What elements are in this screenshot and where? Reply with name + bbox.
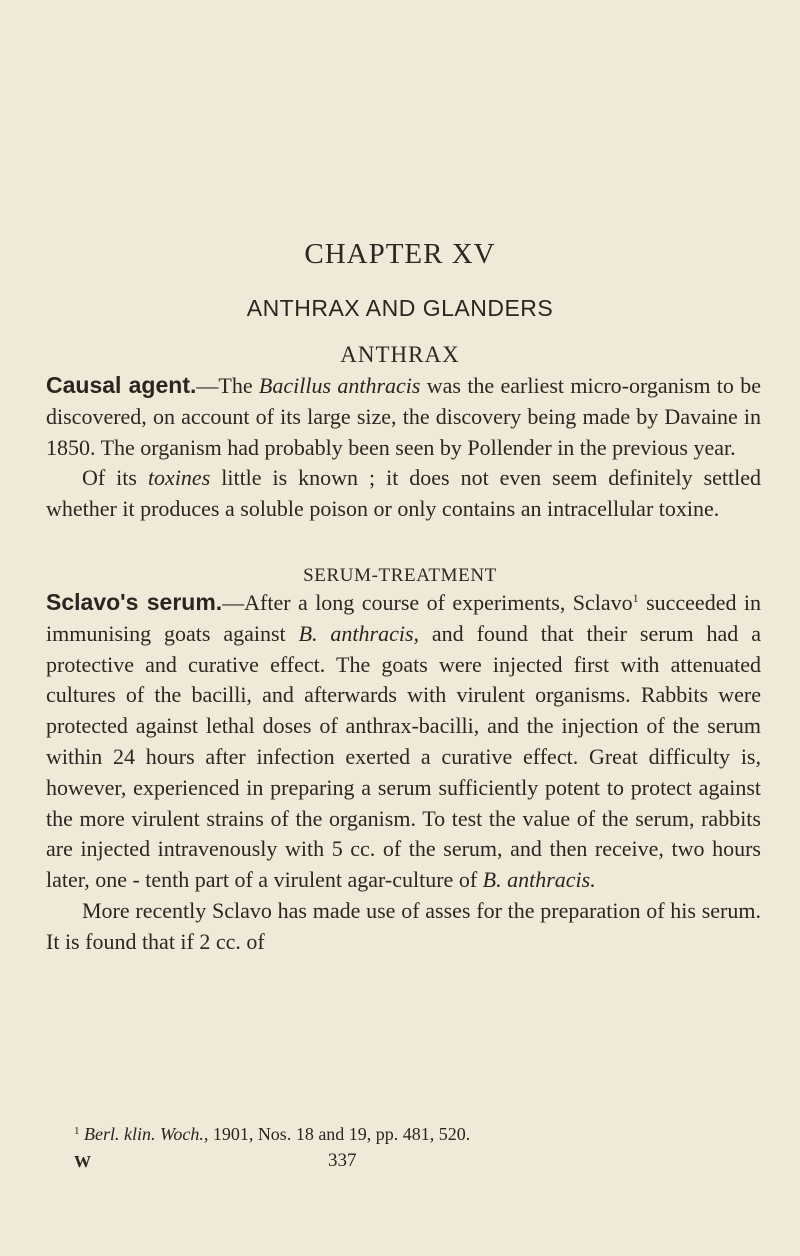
page-number: 337 — [328, 1150, 357, 1171]
paragraph-text: succeeded in immunising goats against — [46, 590, 762, 646]
toxines-paragraph — [46, 463, 761, 525]
subsection-heading: SERUM-TREATMENT — [303, 565, 497, 586]
paragraph-text: More recently Sclavo has made use of asses for the preparation of his serum. It is found that if 2 cc. of — [46, 897, 761, 954]
footnote — [46, 1124, 761, 1145]
section-heading: ANTHRAX — [340, 342, 460, 367]
causal-agent-paragraph — [46, 370, 761, 463]
chapter-title: CHAPTER XV — [304, 238, 496, 270]
asses-paragraph — [46, 896, 761, 958]
paragraph-text: Of its — [82, 465, 148, 491]
subsection-body — [46, 587, 761, 958]
footnote-marker: 1 — [632, 591, 639, 605]
signature-mark: W — [74, 1152, 91, 1171]
section-body — [46, 370, 761, 525]
chapter-subject: ANTHRAX AND GLANDERS — [246, 295, 554, 321]
sclavo-serum-lead: Sclavo's serum. — [46, 589, 223, 615]
paragraph-text: —After a long course of experiments, Sclavo — [222, 590, 633, 615]
footnote-number: 1 — [74, 1125, 80, 1137]
paragraph-text: and found that their serum had a protective and curative effect. The goats were injected first with attenuated cultures of the bacilli, and afterwards with virulent organisms. Rabbits were protected against lethal doses of anthrax-bacilli, and the injection of the serum within 24 hours after infection exerted a curative effect. Great difficulty is, however, experienced in preparing a serum sufficiently potent to protect against the more virulent strains of the organism. To test the value of the serum, rabbits are injected intravenously with 5 cc. of the serum, and then receive, two hours later, one - tenth part of a virulent agar-culture of — [46, 620, 761, 893]
species-name: B. anthracis, — [298, 620, 420, 646]
paragraph-text: little is known ; it does not even seem definitely settled whether it produces a soluble poison or only contains an intracellular toxine. — [46, 465, 761, 522]
paragraph-text: was the earliest micro-organism to be discovered, on account of its large size, the discovery being made by Davaine in 1850. The organism had probably been seen by Pollender in the previous year. — [46, 373, 762, 460]
sclavo-serum-paragraph — [46, 587, 761, 896]
causal-agent-lead: Causal agent. — [46, 372, 197, 398]
species-name: B. anthracis. — [482, 867, 596, 893]
species-name: Bacillus anthracis — [258, 373, 421, 398]
toxines-term: toxines — [147, 465, 211, 491]
paragraph-text: —The — [196, 373, 259, 398]
footnote-text: 1901, Nos. 18 and 19, pp. 481, 520. — [208, 1124, 471, 1144]
footnote-source: Berl. klin. Woch., — [84, 1124, 209, 1144]
